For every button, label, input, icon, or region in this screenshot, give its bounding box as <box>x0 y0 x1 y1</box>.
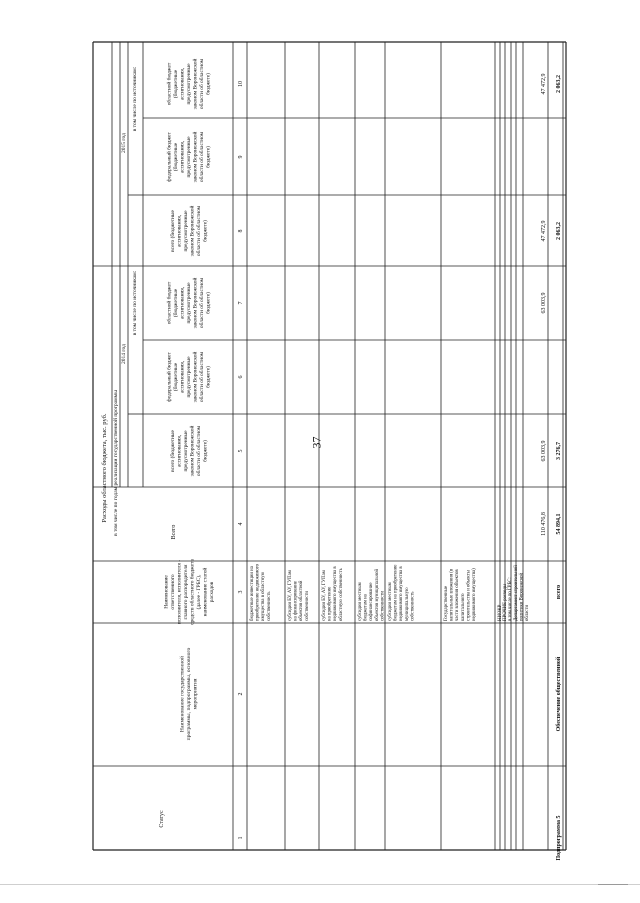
column-number: 4 <box>238 522 244 526</box>
header-by-years: в том числе по годам реализации государственной программы <box>113 390 119 536</box>
header-federal-2015-line: федеральный бюджет <box>166 132 173 182</box>
header-all-budget-2014 <box>169 425 209 476</box>
header-total: Всего <box>171 524 177 540</box>
header-federal-2015 <box>166 131 212 182</box>
header-regional-2014-line: областной бюджет <box>166 281 173 325</box>
department-row-line: политики Воронежской <box>519 572 525 621</box>
department-2015-regional: 47 472,9 <box>541 73 547 95</box>
header-all-budget-2015-line: ассигнования, <box>176 214 183 248</box>
expense-row-line: субсидии БУ, АУ, ГУПам <box>288 570 293 621</box>
subprogram-2015-all: 2 063,2 <box>556 222 562 240</box>
header-regional-2014-line: предусмотренные <box>186 282 192 324</box>
header-all-budget-2014-line: ассигнования, <box>176 434 183 468</box>
header-regional-2014-line: (бюджетные <box>173 288 179 318</box>
department-2015-all: 47 472,9 <box>541 220 547 242</box>
header-year-2014: 2014 год <box>121 344 127 364</box>
expense-row-line: субсидии БУ, АУ, ГУПам <box>322 570 327 621</box>
expense-row-line: бюджетам на <box>363 594 369 621</box>
header-federal-2014-line: законом Воронежской <box>192 351 199 403</box>
expense-row-label <box>250 563 272 621</box>
header-federal-2015-line: (бюджетные <box>173 142 179 172</box>
expense-row-label <box>358 569 385 621</box>
header-regional-2014-line: ассигнования, <box>179 286 186 320</box>
expense-row-line: собственности <box>304 590 310 621</box>
expense-row-line: на приобретение <box>327 586 333 621</box>
subprogram-name: Обеспечение общественной <box>556 656 562 732</box>
expense-row-line: собственность <box>410 591 416 621</box>
header-regional-2014-line: области об областном <box>199 277 205 329</box>
expense-row-line: муниципальную <box>404 587 410 621</box>
expense-row-line: субсидии местным <box>358 582 363 621</box>
header-regional-2015-line: бюджете) <box>205 73 212 95</box>
column-number: 9 <box>238 155 244 159</box>
expense-row-line: собственность <box>266 591 272 621</box>
header-regional-2015-line: ассигнования, <box>179 67 186 101</box>
header-federal-2015-line: законом Воронежской <box>192 131 199 183</box>
column-number: 3 <box>238 590 244 594</box>
subprogram-total: 54 894,1 <box>556 513 562 535</box>
header-executor <box>163 559 215 625</box>
header-by-sources-2014: в том числе по источникам: <box>132 270 138 336</box>
expense-row-line: бюджетам на приобретение <box>393 564 399 621</box>
expense-row-label <box>388 565 415 621</box>
expense-row-line: капитального <box>460 593 466 621</box>
department-total: 110 476,8 <box>541 512 547 536</box>
header-all-budget-2015 <box>169 205 209 256</box>
header-program-name-line: программы, подпрограммы, основного <box>186 647 192 741</box>
column-number: 6 <box>238 375 244 379</box>
expense-row-line: объектов муниципальной <box>374 568 380 621</box>
header-federal-2014 <box>166 351 212 402</box>
column-number: 5 <box>238 449 244 453</box>
header-executor-line: ответственного <box>169 574 176 610</box>
header-federal-2015-line: предусмотренные <box>186 136 192 178</box>
header-federal-2014-line: ассигнования, <box>179 360 186 394</box>
header-regional-2015 <box>166 58 212 109</box>
header-all-budget-2015-line: предусмотренные <box>182 210 189 252</box>
header-federal-2014-line: (бюджетные <box>173 362 179 392</box>
department-row-label <box>514 565 530 621</box>
header-program-name-line: Наименование государственной <box>179 655 186 733</box>
header-federal-2015-line: области об областном <box>199 131 205 183</box>
header-federal-2014-line: области об областном <box>199 351 205 403</box>
expense-row-line: областную собственность <box>338 568 344 621</box>
expense-row-line: в том числе по ГРБС: <box>508 577 513 621</box>
header-program-name-line: мероприятия <box>192 678 199 710</box>
expense-row-line: на финансирование <box>293 581 299 621</box>
expense-row-line: недвижимого имущества в <box>333 566 339 621</box>
table-grid <box>93 42 566 850</box>
subprogram-status: Подпрограмма 5 <box>556 815 562 861</box>
header-executor-line: Наименование <box>163 575 170 609</box>
column-number: 1 <box>238 836 244 840</box>
department-row-line: Департамент строительной <box>514 565 519 621</box>
expense-row-label <box>508 577 513 621</box>
header-federal-2014-line: бюджете) <box>205 366 212 388</box>
expense-row-label <box>288 570 310 621</box>
header-federal-2015-line: ассигнования, <box>179 140 186 174</box>
expense-row-line: капитальные вложения (в <box>449 568 455 621</box>
header-all-budget-2014-line: законом Воронежской <box>189 425 196 477</box>
expense-row-line: собственности <box>380 590 386 621</box>
header-regional-2015-line: области об областном <box>199 58 205 110</box>
column-number: 2 <box>238 692 244 696</box>
expense-row-line: недвижимого имущества) <box>472 568 477 621</box>
header-federal-2014-line: федеральный бюджет <box>166 352 173 402</box>
expense-row-line: бюджетные инвестиции на <box>250 566 255 621</box>
header-executor-line: (далее - ГРБС), <box>195 574 202 610</box>
header-regional-2014 <box>166 277 212 328</box>
header-federal-2015-line: бюджете) <box>205 146 212 168</box>
header-regional-2014-line: бюджете) <box>205 292 212 314</box>
header-year-2015: 2015 год <box>121 133 127 153</box>
header-all-budget-2015-line: законом Воронежской <box>189 205 196 257</box>
expense-row-line: ПРОЧИЕ расходы <box>503 584 508 621</box>
column-number: 7 <box>238 301 244 305</box>
expense-row-line: субсидии местным <box>388 582 393 621</box>
header-regional-2015-line: законом Воронежской <box>192 58 199 110</box>
header-executor-line: наименование статей <box>202 567 209 617</box>
table-body <box>250 74 562 861</box>
header-by-sources-2015: в том числе по источникам: <box>132 66 138 132</box>
header-federal-2014-line: предусмотренные <box>186 356 192 398</box>
header-program-name <box>179 647 199 740</box>
expense-row-line: приобретение недвижимого <box>255 563 261 621</box>
column-number: 10 <box>238 81 244 87</box>
department-2014-regional: 63 003,9 <box>541 292 547 314</box>
header-all-budget-2014-line: всего (бюджетные <box>169 430 176 472</box>
header-executor-line: главного распорядителя <box>182 564 189 620</box>
header-all-budget-2014-line: области об областном <box>195 425 202 477</box>
expense-row-line: имущества в областную <box>261 571 267 621</box>
header-all-budget-2014-line: бюджете) <box>202 440 209 462</box>
header-all-budget-2015-line: бюджете) <box>202 220 209 242</box>
expense-row-line: объектов областной <box>299 580 305 621</box>
header-all-budget-2014-line: предусмотренные <box>182 430 189 472</box>
expense-row-label <box>444 568 477 621</box>
header-regional-2015-line: областной бюджет <box>166 62 173 106</box>
expense-row-line: строительства и объекты <box>466 570 472 621</box>
header-regional-2015-line: предусмотренные <box>186 63 192 105</box>
header-executor-line: исполнителя, исполнителя - <box>176 559 183 625</box>
page-number: 37 <box>309 436 324 449</box>
expense-row-line: недвижимого имущества в <box>399 566 405 621</box>
department-2014-all: 63 003,9 <box>541 440 547 462</box>
header-regional-2014-line: законом Воронежской <box>192 277 199 329</box>
header-executor-line: расходов <box>208 581 215 603</box>
subprogram-2015-regional: 2 063,2 <box>556 75 562 93</box>
expense-row-line: НИОКР <box>498 604 503 621</box>
expense-row-line: части вложения объектов <box>455 569 461 621</box>
subprogram-2014-all: 3 276,7 <box>556 442 562 460</box>
header-all-budget-2015-line: области об областном <box>195 205 202 257</box>
department-row-line: области <box>525 604 531 621</box>
header-all-budget-2015-line: всего (бюджетные <box>169 210 176 252</box>
column-number: 8 <box>238 229 244 233</box>
expense-row-line: Государственные <box>444 585 449 621</box>
header-regional-2015-line: (бюджетные <box>173 69 179 99</box>
header-executor-line: средств областного бюджета <box>189 559 196 625</box>
header-expenses-title: Расходы областного бюджета, тыс. руб. <box>101 413 108 523</box>
header-status: Статус <box>159 810 165 828</box>
expense-row-line: софинансирование <box>369 582 375 621</box>
expense-row-label <box>322 566 344 621</box>
subprogram-total-label: всего <box>556 584 562 600</box>
